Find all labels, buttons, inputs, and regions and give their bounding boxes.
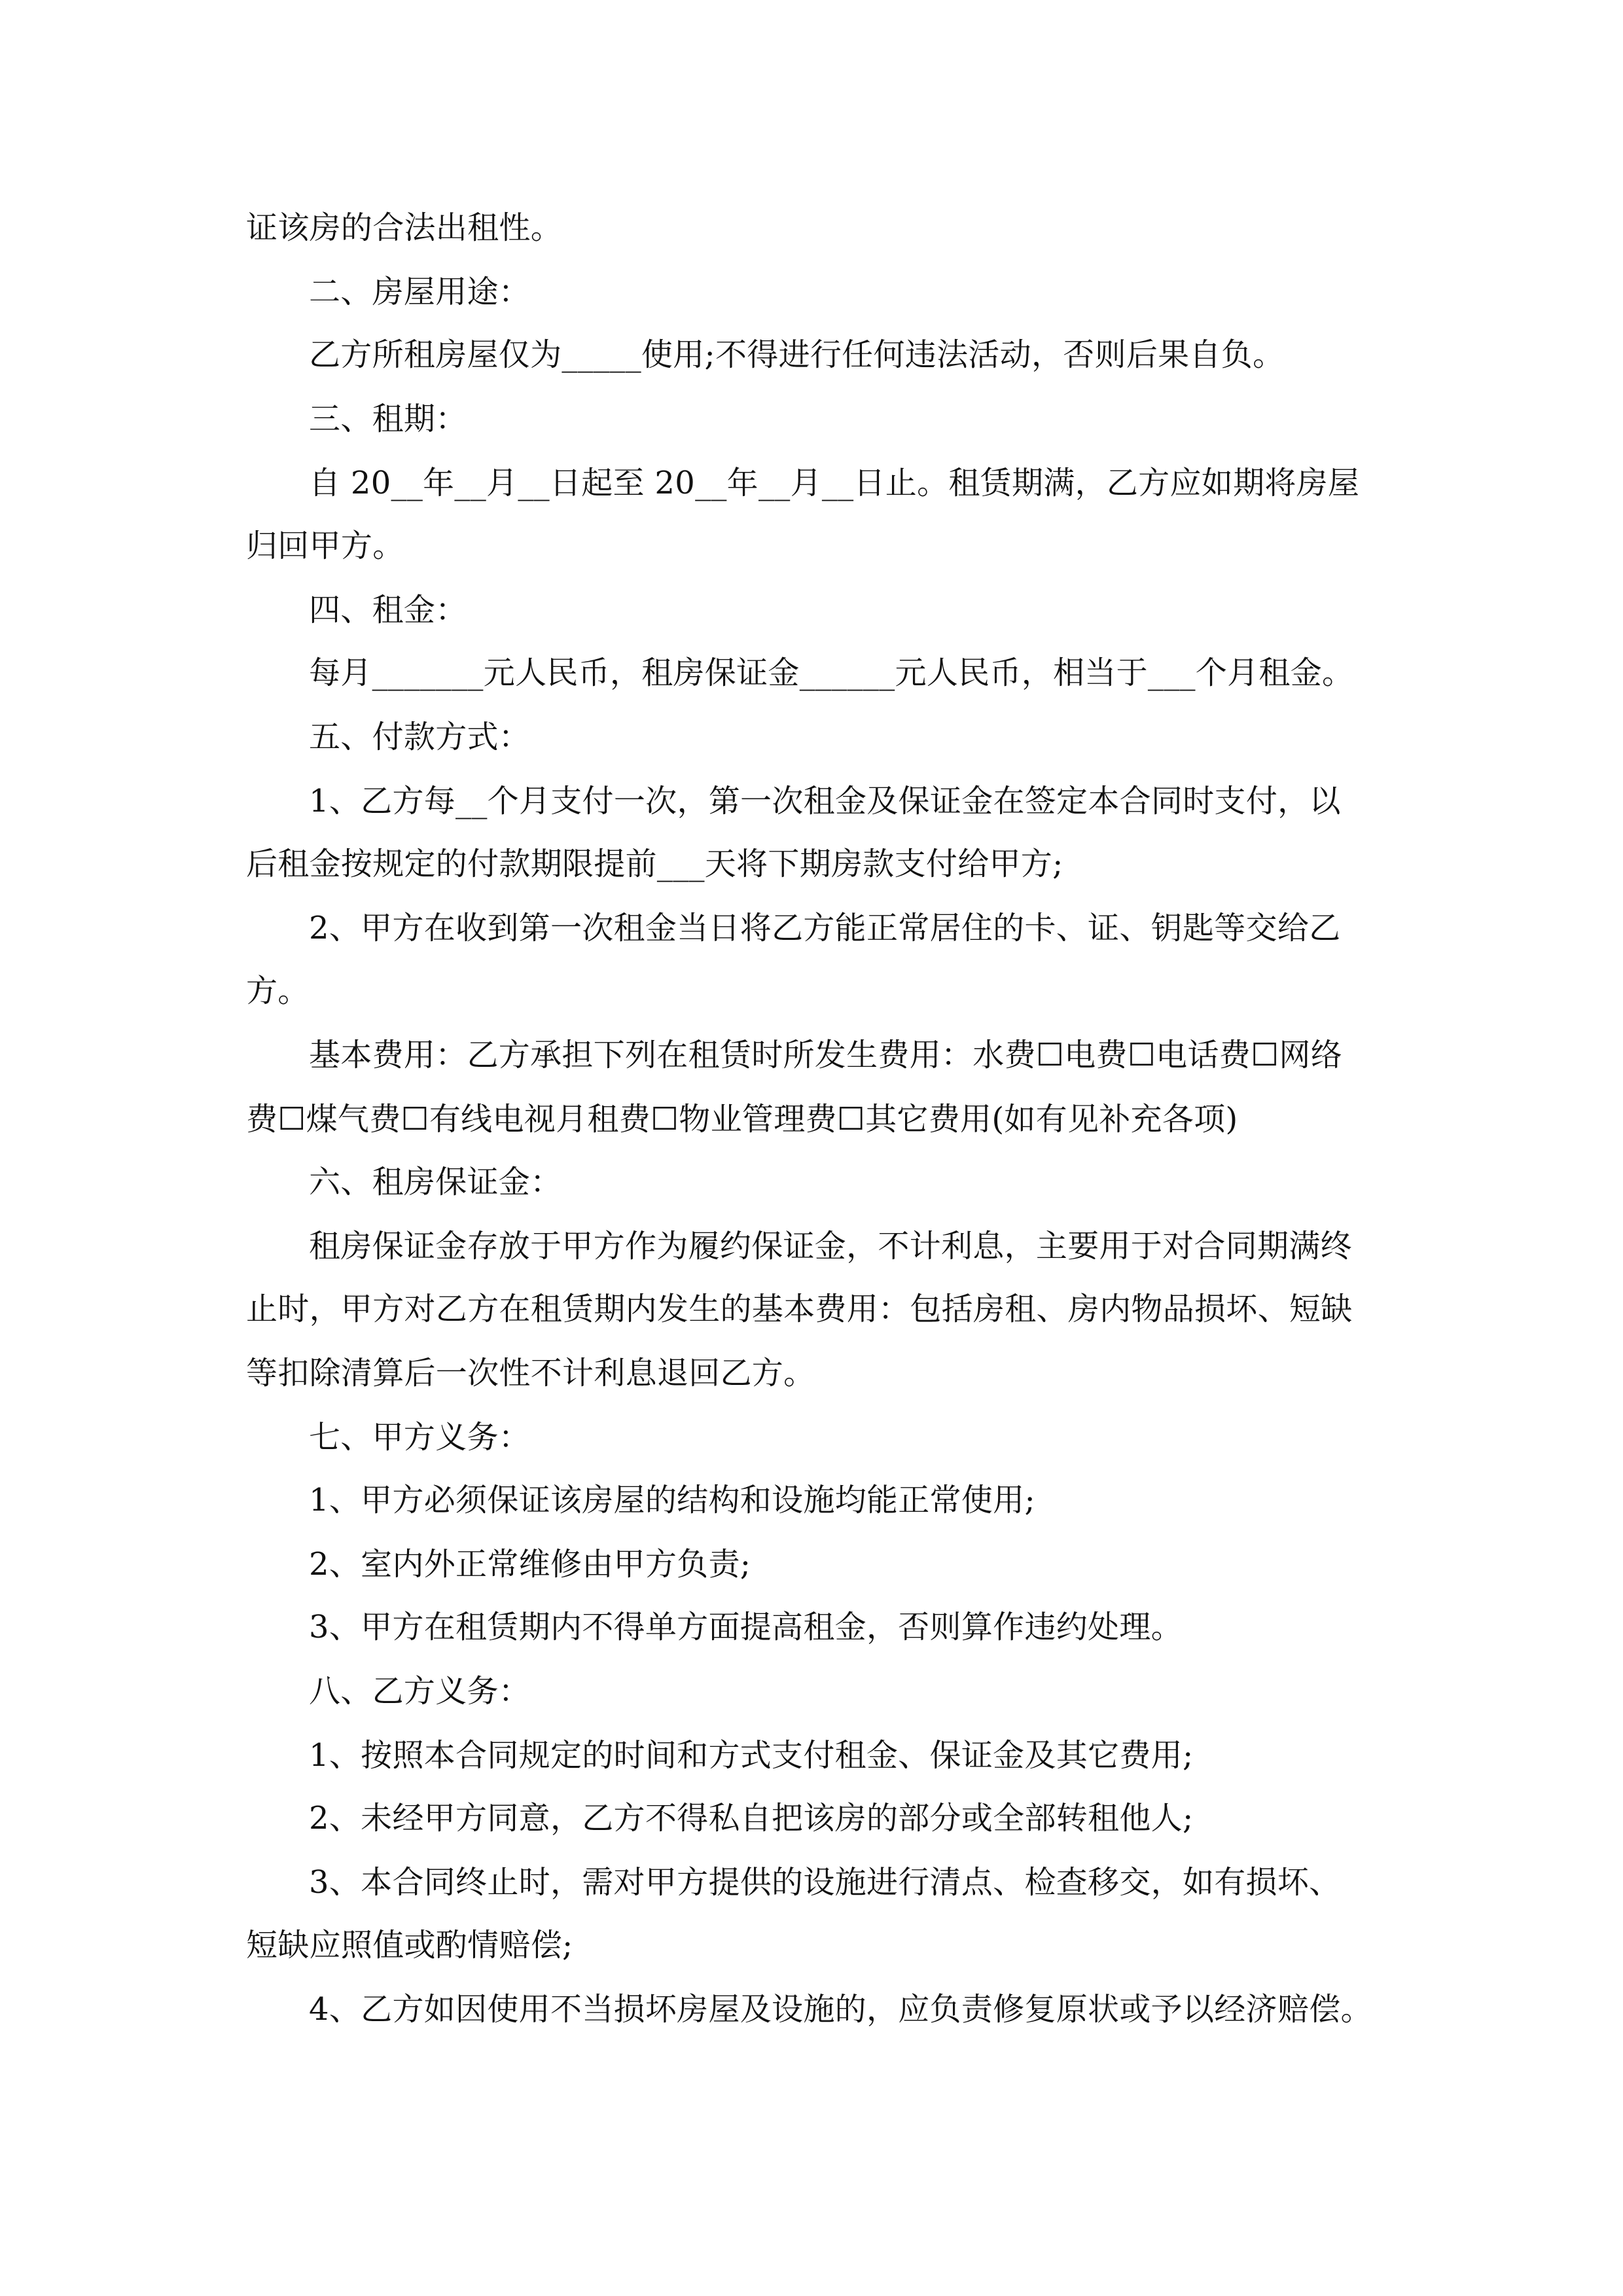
text-line: 证该房的合法出租性。: [246, 209, 563, 246]
text-line: 2、甲方在收到第一次租金当日将乙方能正常居住的卡、证、钥匙等交给乙: [309, 910, 1341, 946]
text-line: 乙方所租房屋仅为_____使用;不得进行任何违法活动，否则后果自负。: [309, 336, 1285, 373]
text-line: 租房保证金存放于甲方作为履约保证金，不计利息，主要用于对合同期满终: [309, 1228, 1352, 1265]
section-heading: 六、租房保证金：: [309, 1164, 562, 1200]
text-line: 短缺应照值或酌情赔偿;: [246, 1927, 573, 1964]
text-line: 1、乙方每__个月支付一次，第一次租金及保证金在签定本合同时支付，以: [309, 783, 1341, 819]
text-line: 止时，甲方对乙方在租赁期内发生的基本费用：包括房租、房内物品损坏、短缺: [246, 1291, 1353, 1327]
section-heading: 八、乙方义务：: [309, 1673, 531, 1710]
section-heading: 五、付款方式：: [309, 719, 531, 755]
text-line: 费☐煤气费☐有线电视月租费☐物业管理费☐其它费用(如有见补充各项): [246, 1101, 1238, 1138]
text-line: 归回甲方。: [246, 528, 404, 564]
text-line: 4、乙方如因使用不当损坏房屋及设施的，应负责修复原状或予以经济赔偿。: [309, 1991, 1372, 2028]
section-heading: 三、租期：: [309, 401, 467, 437]
section-heading: 四、租金：: [309, 592, 467, 628]
text-line: 等扣除清算后一次性不计利息退回乙方。: [246, 1355, 815, 1391]
text-line: 3、甲方在租赁期内不得单方面提高租金，否则算作违约处理。: [309, 1609, 1183, 1645]
text-line: 每月_______元人民币，租房保证金______元人民币，相当于___个月租金。: [309, 655, 1354, 691]
text-line: 自 20__年__月__日起至 20__年__月__日止。租赁期满，乙方应如期将房屋: [309, 465, 1360, 501]
text-line: 3、本合同终止时，需对甲方提供的设施进行清点、检查移交，如有损坏、: [309, 1864, 1341, 1901]
text-line: 1、按照本合同规定的时间和方式支付租金、保证金及其它费用;: [309, 1737, 1194, 1774]
text-line: 方。: [246, 973, 310, 1009]
text-line: 后租金按规定的付款期限提前___天将下期房款支付给甲方;: [246, 846, 1063, 882]
text-line: 2、未经甲方同意，乙方不得私自把该房的部分或全部转租他人;: [309, 1800, 1194, 1837]
text-line: 1、甲方必须保证该房屋的结构和设施均能正常使用;: [309, 1482, 1035, 1518]
text-line: 2、室内外正常维修由甲方负责;: [309, 1546, 751, 1583]
text-line: 基本费用：乙方承担下列在租赁时所发生费用：水费☐电费☐电话费☐网络: [309, 1037, 1342, 1073]
section-heading: 七、甲方义务：: [309, 1419, 531, 1456]
section-heading: 二、房屋用途：: [309, 274, 531, 310]
